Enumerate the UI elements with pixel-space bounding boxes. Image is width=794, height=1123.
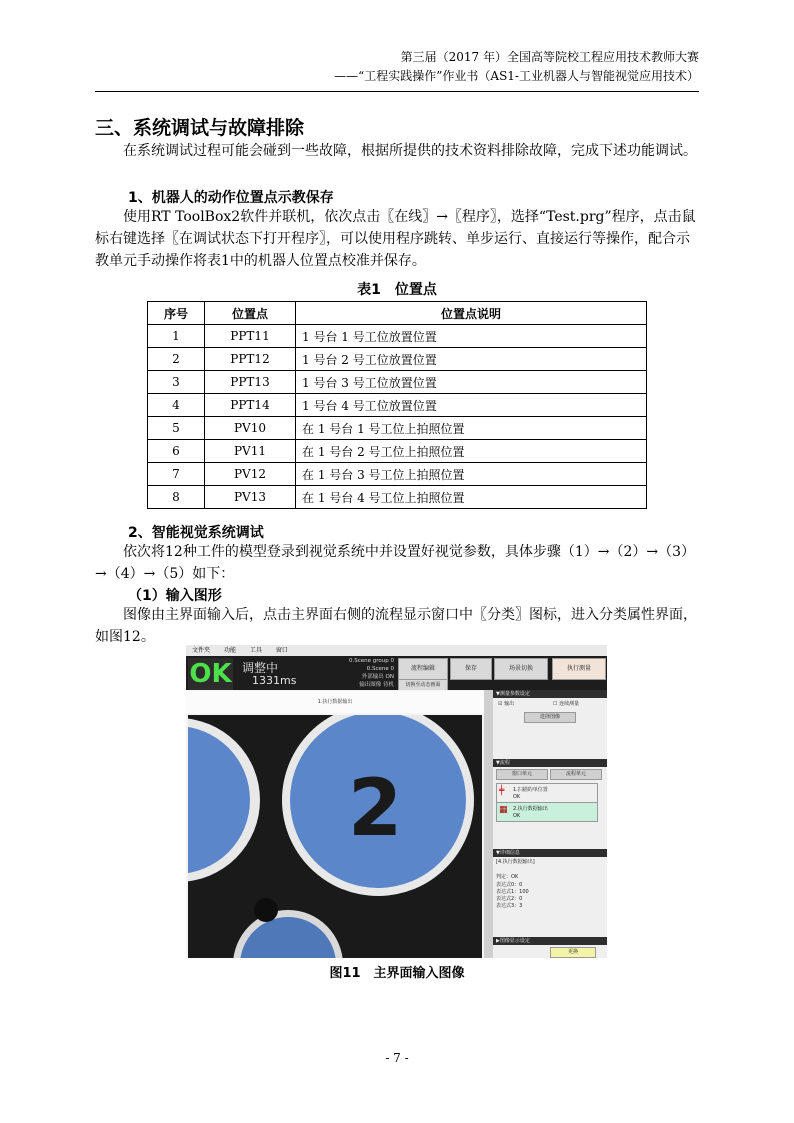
side-panel	[493, 690, 607, 958]
intro-paragraph: 在系统调试过程可能会碰到一些故障，根据所提供的技术资料排除故障，完成下述功能调试。	[123, 143, 697, 159]
cell-desc: 在 1 号台 4 号工位上拍照位置	[296, 486, 647, 509]
cell-desc: 1 号台 2 号工位放置位置	[296, 348, 647, 371]
cell-point: PV10	[205, 417, 296, 440]
cell-desc: 在 1 号台 1 号工位上拍照位置	[296, 417, 647, 440]
scene-info	[324, 657, 394, 689]
detail-expression: 表达式1：100	[496, 889, 529, 895]
cell-index: 5	[148, 417, 205, 440]
menu-window[interactable]: 窗口	[275, 647, 288, 654]
select-image-button[interactable]: 选择图像	[524, 712, 576, 723]
menu-bar	[186, 645, 607, 656]
ok-indicator: OK	[189, 659, 232, 689]
subsection-1-body: 使用RT ToolBox2软件并联机，依次点击〖在线〗→〖程序〗，选择“Test.prg”程序，点击鼠标右键选择〖在调试状态下打开程序〗，可以使用程序跳转、单步运行、直接运行等操作，配合示教单元手动操作将表1中的机器人位置点校准并保存。	[95, 209, 696, 269]
status-text: 调整中	[242, 661, 279, 675]
scene-info-line: 0.Scene group 0	[349, 658, 394, 664]
cell-index: 6	[148, 440, 205, 463]
table-row	[148, 440, 647, 463]
figure-caption: 图11 主界面输入图像	[329, 966, 465, 981]
panel-section-flow[interactable]: ▼流程	[493, 759, 607, 767]
part-digit: 2	[348, 764, 403, 854]
switch-live-button[interactable]: 切换至动态画面	[398, 679, 448, 691]
data-output-icon: ▦	[499, 805, 508, 815]
header-line-1: 第三届（2017 年）全国高等院校工程应用技术教师大赛	[400, 50, 699, 64]
panel-section-measure[interactable]: ▼测量参数设定	[493, 690, 607, 698]
vision-software-screenshot	[186, 645, 607, 958]
cell-index: 7	[148, 463, 205, 486]
save-button[interactable]: 保存	[450, 658, 492, 680]
tab-flow-unit[interactable]: 流程单元	[550, 769, 602, 780]
table-row	[148, 486, 647, 509]
subsection-2-body: 依次将12种工件的模型登录到视觉系统中并设置好视觉参数，具体步骤（1）→（2）→（3）→（4）→（5）如下：	[95, 544, 695, 582]
change-button[interactable]: 更换	[550, 947, 596, 958]
cell-desc: 1 号台 4 号工位放置位置	[296, 394, 647, 417]
col-header-desc: 位置点说明	[296, 302, 647, 325]
position-table	[147, 301, 647, 509]
output-checkbox[interactable]: ☑ 输出	[498, 701, 515, 707]
scene-info-line: 输出图像 待机	[359, 682, 394, 688]
col-header-index: 序号	[148, 302, 205, 325]
cell-point: PV13	[205, 486, 296, 509]
table-row	[148, 325, 647, 348]
flow-item-label: 2.执行数据输出	[513, 806, 548, 812]
table-row	[148, 348, 647, 371]
tab-window-unit[interactable]: 窗口单元	[496, 769, 548, 780]
subsection-2-title: 2、智能视觉系统调试	[128, 525, 264, 541]
cell-point: PPT13	[205, 371, 296, 394]
header-line-2: ——“工程实践操作”作业书（AS1-工业机器人与智能视觉应用技术）	[334, 69, 699, 83]
cell-index: 8	[148, 486, 205, 509]
table-row	[148, 394, 647, 417]
detail-expression: 表达式3：3	[496, 903, 523, 909]
table-caption: 表1 位置点	[357, 282, 437, 298]
flow-item-result: OK	[513, 794, 521, 800]
continuous-checkbox-label: 连续测量	[559, 701, 580, 707]
table-row	[148, 463, 647, 486]
continuous-checkbox[interactable]: ☐ 连续测量	[553, 701, 580, 707]
col-header-point: 位置点	[205, 302, 296, 325]
cell-desc: 在 1 号台 2 号工位上拍照位置	[296, 440, 647, 463]
panel-section-display[interactable]: ▶图像显示设定	[493, 937, 607, 945]
table-row	[148, 371, 647, 394]
cell-index: 1	[148, 325, 205, 348]
cell-point: PV11	[205, 440, 296, 463]
cell-index: 2	[148, 348, 205, 371]
menu-tools[interactable]: 工具	[249, 647, 262, 654]
cell-point: PPT14	[205, 394, 296, 417]
cell-point: PPT12	[205, 348, 296, 371]
section-title: 三、系统调试与故障排除	[95, 117, 305, 139]
scene-info-line: 0.Scene 0	[366, 666, 394, 672]
scene-info-line: 外部输出 ON	[361, 674, 394, 680]
output-checkbox-label: 输出	[504, 701, 515, 707]
scan-icon: ╪	[499, 786, 505, 796]
cell-desc: 1 号台 3 号工位放置位置	[296, 371, 647, 394]
detail-judgement: 判定：OK	[496, 874, 519, 880]
cell-index: 4	[148, 394, 205, 417]
flow-item-result: OK	[513, 813, 521, 819]
cell-desc: 1 号台 1 号工位放置位置	[296, 325, 647, 348]
image-pane-caption: 1.执行数据输出	[186, 691, 484, 713]
subsection-3-title: （1）输入图形	[128, 588, 222, 604]
panel-section-details[interactable]: ▼详细信息	[493, 849, 607, 857]
run-measure-button[interactable]: 执行测量	[552, 658, 606, 680]
page-number: - 7 -	[385, 1051, 409, 1065]
header-rule	[95, 91, 699, 92]
detail-title: [4.执行数据输出]	[496, 859, 535, 865]
splitter[interactable]	[484, 690, 493, 958]
menu-folder[interactable]: 文件夹	[192, 647, 211, 654]
subsection-1-title: 1、机器人的动作位置点示教保存	[128, 190, 334, 206]
flow-edit-button[interactable]: 流程编辑	[398, 658, 448, 680]
processing-time: 1331ms	[252, 674, 297, 687]
table-row	[148, 417, 647, 440]
camera-image	[188, 715, 482, 958]
detail-expression: 表达式0：0	[496, 882, 523, 888]
flow-item[interactable]	[496, 802, 598, 822]
cell-point: PPT11	[205, 325, 296, 348]
cell-index: 3	[148, 371, 205, 394]
subsection-3-body: 图像由主界面输入后，点击主界面右侧的流程显示窗口中〖分类〗图标，进入分类属性界面，如图12。	[95, 607, 697, 645]
cell-point: PV12	[205, 463, 296, 486]
menu-function[interactable]: 功能	[223, 647, 236, 654]
scene-switch-button[interactable]: 场景切换	[494, 658, 548, 680]
flow-item-label: 1.扫描的单位置	[513, 787, 548, 793]
table-header-row	[148, 302, 647, 325]
flow-item[interactable]	[496, 783, 598, 803]
detail-expression: 表达式2：0	[496, 896, 523, 902]
cell-desc: 在 1 号台 3 号工位上拍照位置	[296, 463, 647, 486]
